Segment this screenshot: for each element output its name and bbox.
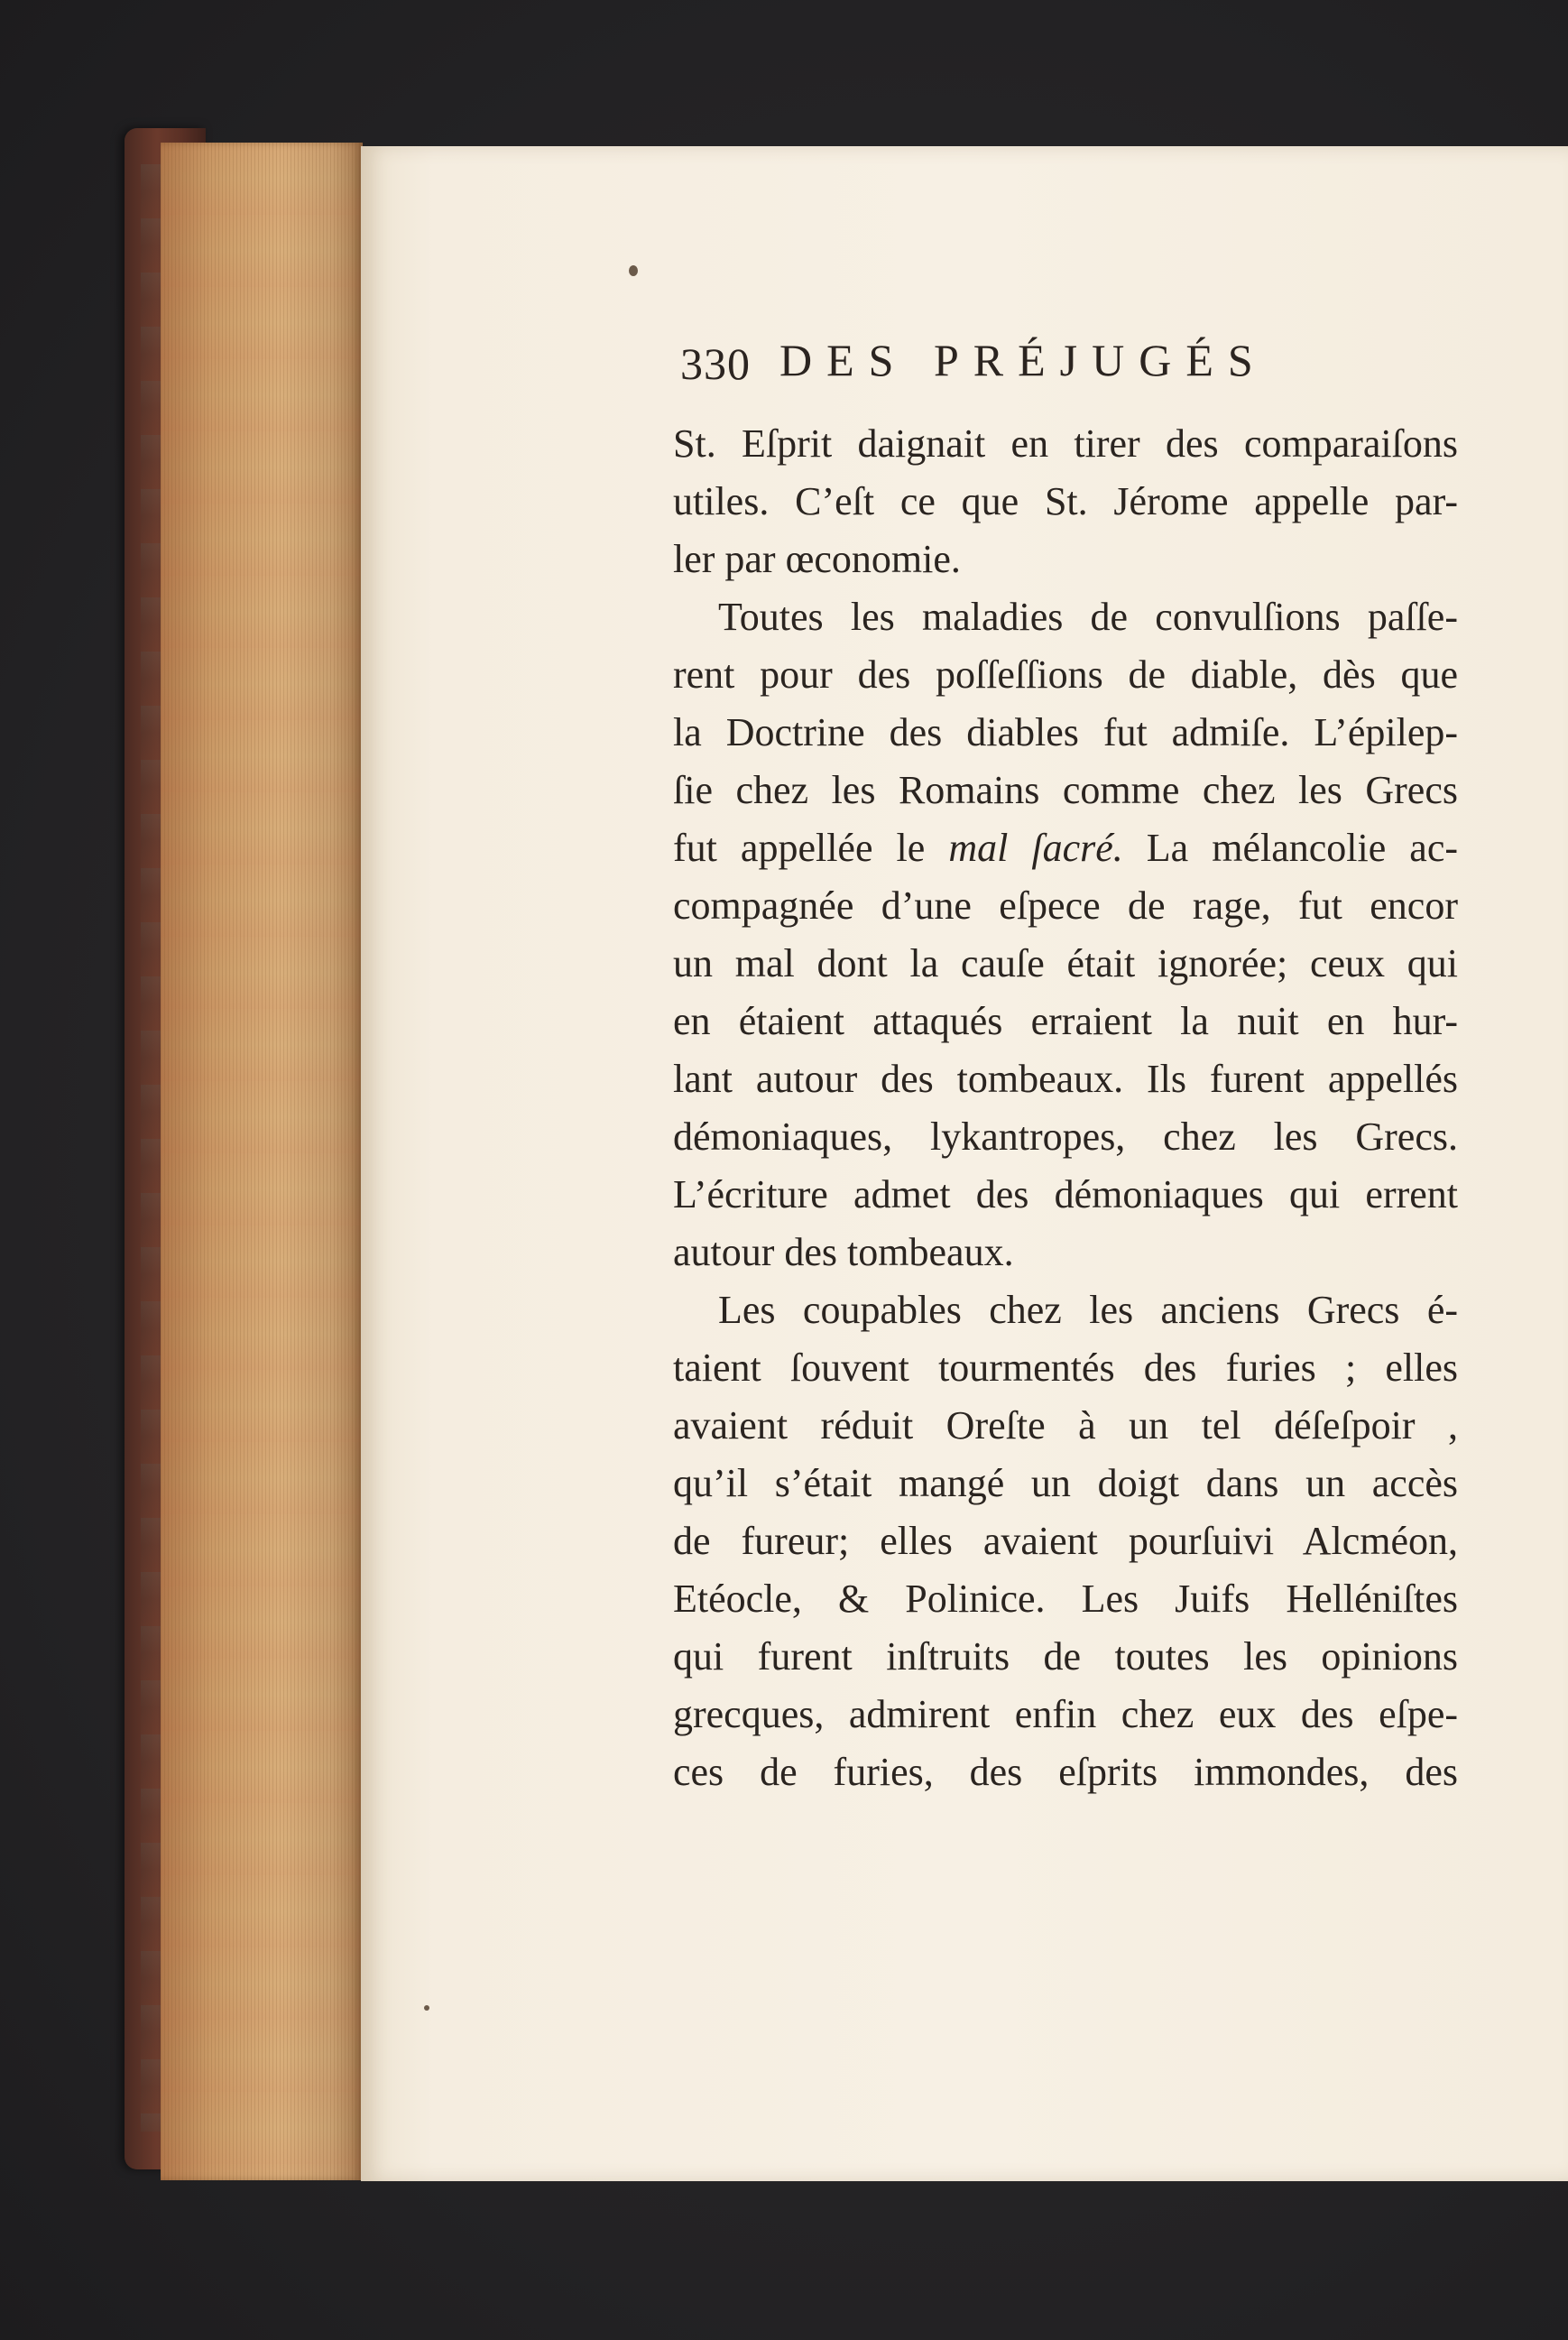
running-header xyxy=(680,334,1568,397)
text-line: ces de furies, des eſprits immondes, des xyxy=(673,1750,1458,1794)
text-line: utiles. C’eſt ce que St. Jérome appelle par- xyxy=(673,479,1458,523)
text-line: ler par œconomie. xyxy=(673,537,961,581)
text-line: la Doctrine des diables fut admiſe. L’épilep- xyxy=(673,710,1458,754)
text-line: qui furent inſtruits de toutes les opinions xyxy=(673,1634,1458,1679)
text-line: rent pour des poſſeſſions de diable, dès que xyxy=(673,652,1458,697)
paragraph-start-line: Toutes les maladies de convulſions paſſe- xyxy=(718,595,1458,639)
text-line: autour des tombeaux. xyxy=(673,1230,1014,1274)
paragraph-start-line: Les coupables chez les anciens Grecs é- xyxy=(718,1288,1458,1332)
text-line: un mal dont la cauſe était ignorée; ceux qui xyxy=(673,941,1458,985)
text-line: St. Eſprit daignait en tirer des comparaiſons xyxy=(673,421,1458,466)
text-run: fut appellée le xyxy=(673,826,949,870)
page-number: 330 xyxy=(680,338,751,389)
text-line: avaient réduit Oreſte à un tel déſeſpoir , xyxy=(673,1403,1458,1447)
body-text xyxy=(673,415,1458,1801)
text-line: compagnée d’une eſpece de rage, fut encor xyxy=(673,883,1458,928)
text-line: taient ſouvent tourmentés des furies ; elles xyxy=(673,1346,1458,1390)
running-title: DES PRÉJUGÉS xyxy=(779,335,1268,385)
page-edges xyxy=(161,143,363,2180)
text-line: en étaient attaqués erraient la nuit en hur- xyxy=(673,999,1458,1043)
text-line: L’écriture admet des démoniaques qui errent xyxy=(673,1172,1458,1216)
text-line: lant autour des tombeaux. Ils furent appellés xyxy=(673,1057,1458,1101)
text-line xyxy=(673,819,1458,877)
italic-term: mal ſacré. xyxy=(948,826,1123,870)
ink-spot xyxy=(424,2005,429,2011)
text-line: démoniaques, lykantropes, chez les Grecs. xyxy=(673,1115,1458,1159)
text-line: qu’il s’était mangé un doigt dans un accès xyxy=(673,1461,1458,1505)
text-line: de fureur; elles avaient pourſuivi Alcméon, xyxy=(673,1519,1458,1563)
text-run: La mélancolie ac- xyxy=(1122,826,1459,870)
ink-spot xyxy=(629,265,638,276)
text-line: Etéocle, & Polinice. Les Juifs Helléniſtes xyxy=(673,1577,1458,1621)
text-line: ſie chez les Romains comme chez les Grecs xyxy=(673,768,1458,812)
text-line: grecques, admirent enfin chez eux des eſpe- xyxy=(673,1692,1458,1736)
